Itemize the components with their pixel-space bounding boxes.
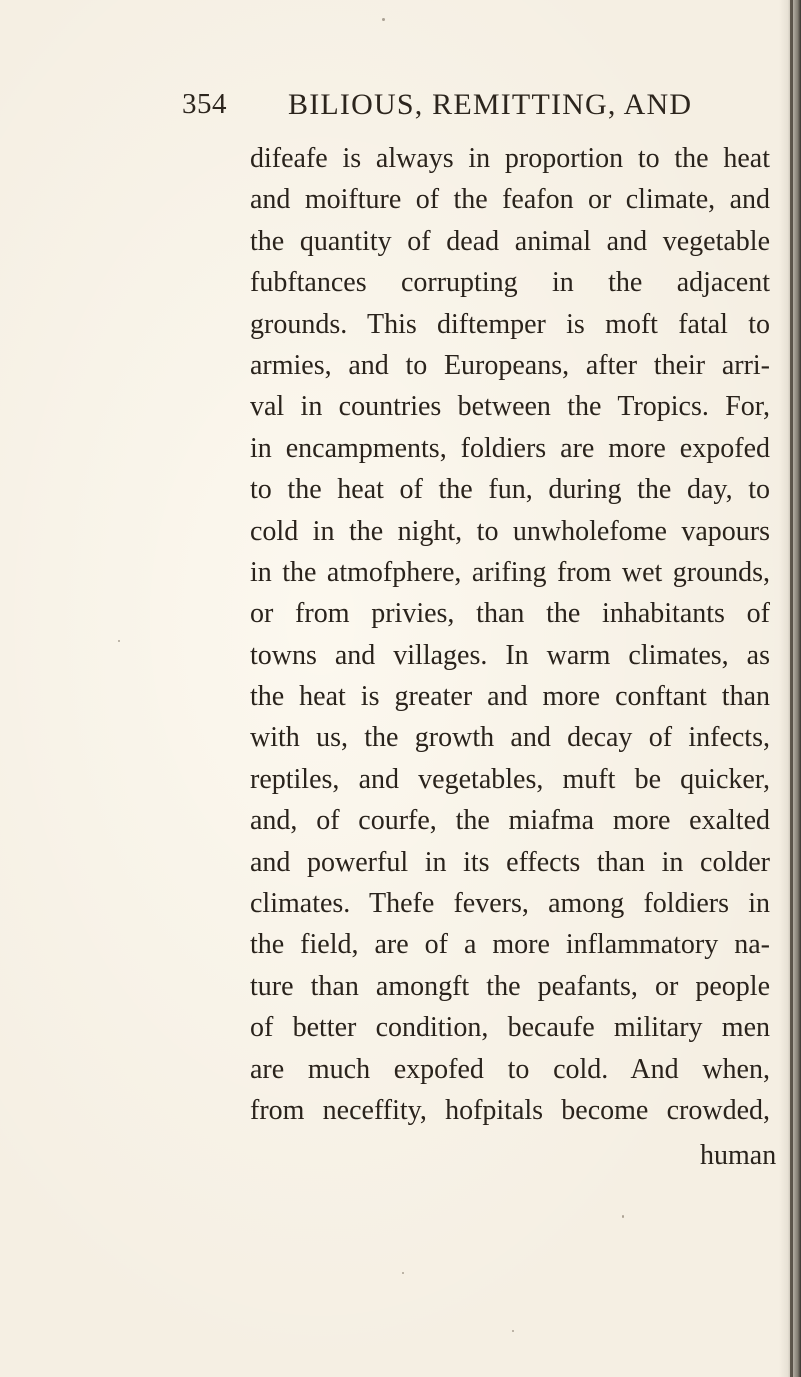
catchword: human <box>700 1140 777 1171</box>
paper-speck <box>118 640 120 642</box>
paper-speck <box>382 18 385 21</box>
text-line: the heat is greater and more conftant than <box>250 681 770 713</box>
text-line: and moifture of the feafon or climate, and <box>250 184 770 216</box>
text-line: in the atmofphere, arifing from wet grounds, <box>250 556 770 588</box>
paper-speck <box>402 1272 404 1274</box>
text-line: grounds. This diftemper is moft fatal to <box>250 308 770 340</box>
page-number: 354 <box>182 88 227 120</box>
text-line: difeafe is always in proportion to the heat <box>250 143 770 174</box>
text-line: climates. Thefe fevers, among foldiers in <box>250 888 770 920</box>
text-line: ture than amongft the peafants, or people <box>250 970 770 1002</box>
text-line: the field, are of a more inflammatory na- <box>250 929 770 961</box>
text-line: with us, the growth and decay of infects, <box>250 722 770 754</box>
text-line: fubftances corrupting in the adjacent <box>250 267 770 299</box>
text-line: or from privies, than the inhabitants of <box>250 598 770 630</box>
body-text <box>250 138 770 1131</box>
text-line: to the heat of the fun, during the day, to <box>250 474 770 506</box>
text-line: in encampments, foldiers are more expofed <box>250 432 770 464</box>
running-title: BILIOUS, REMITTING, AND <box>288 88 693 121</box>
text-line: cold in the night, to unwholefome vapours <box>250 515 770 547</box>
text-line: are much expofed to cold. And when, <box>250 1053 770 1085</box>
text-line: and powerful in its effects than in colder <box>250 846 770 878</box>
running-head <box>182 88 776 138</box>
text-line: from neceffity, hofpitals become crowded, <box>250 1094 770 1126</box>
text-line: towns and villages. In warm climates, as <box>250 639 770 671</box>
text-line: of better condition, becaufe military men <box>250 1012 770 1044</box>
page-edge-line <box>790 0 793 1377</box>
text-line: armies, and to Europeans, after their arri- <box>250 349 770 381</box>
text-line: the quantity of dead animal and vegetable <box>250 225 770 257</box>
paper-speck <box>512 1330 514 1332</box>
text-line: reptiles, and vegetables, muft be quicker, <box>250 763 770 795</box>
text-line: val in countries between the Tropics. For, <box>250 391 770 423</box>
text-line: and, of courfe, the miafma more exalted <box>250 805 770 837</box>
paper-speck <box>622 1215 624 1218</box>
